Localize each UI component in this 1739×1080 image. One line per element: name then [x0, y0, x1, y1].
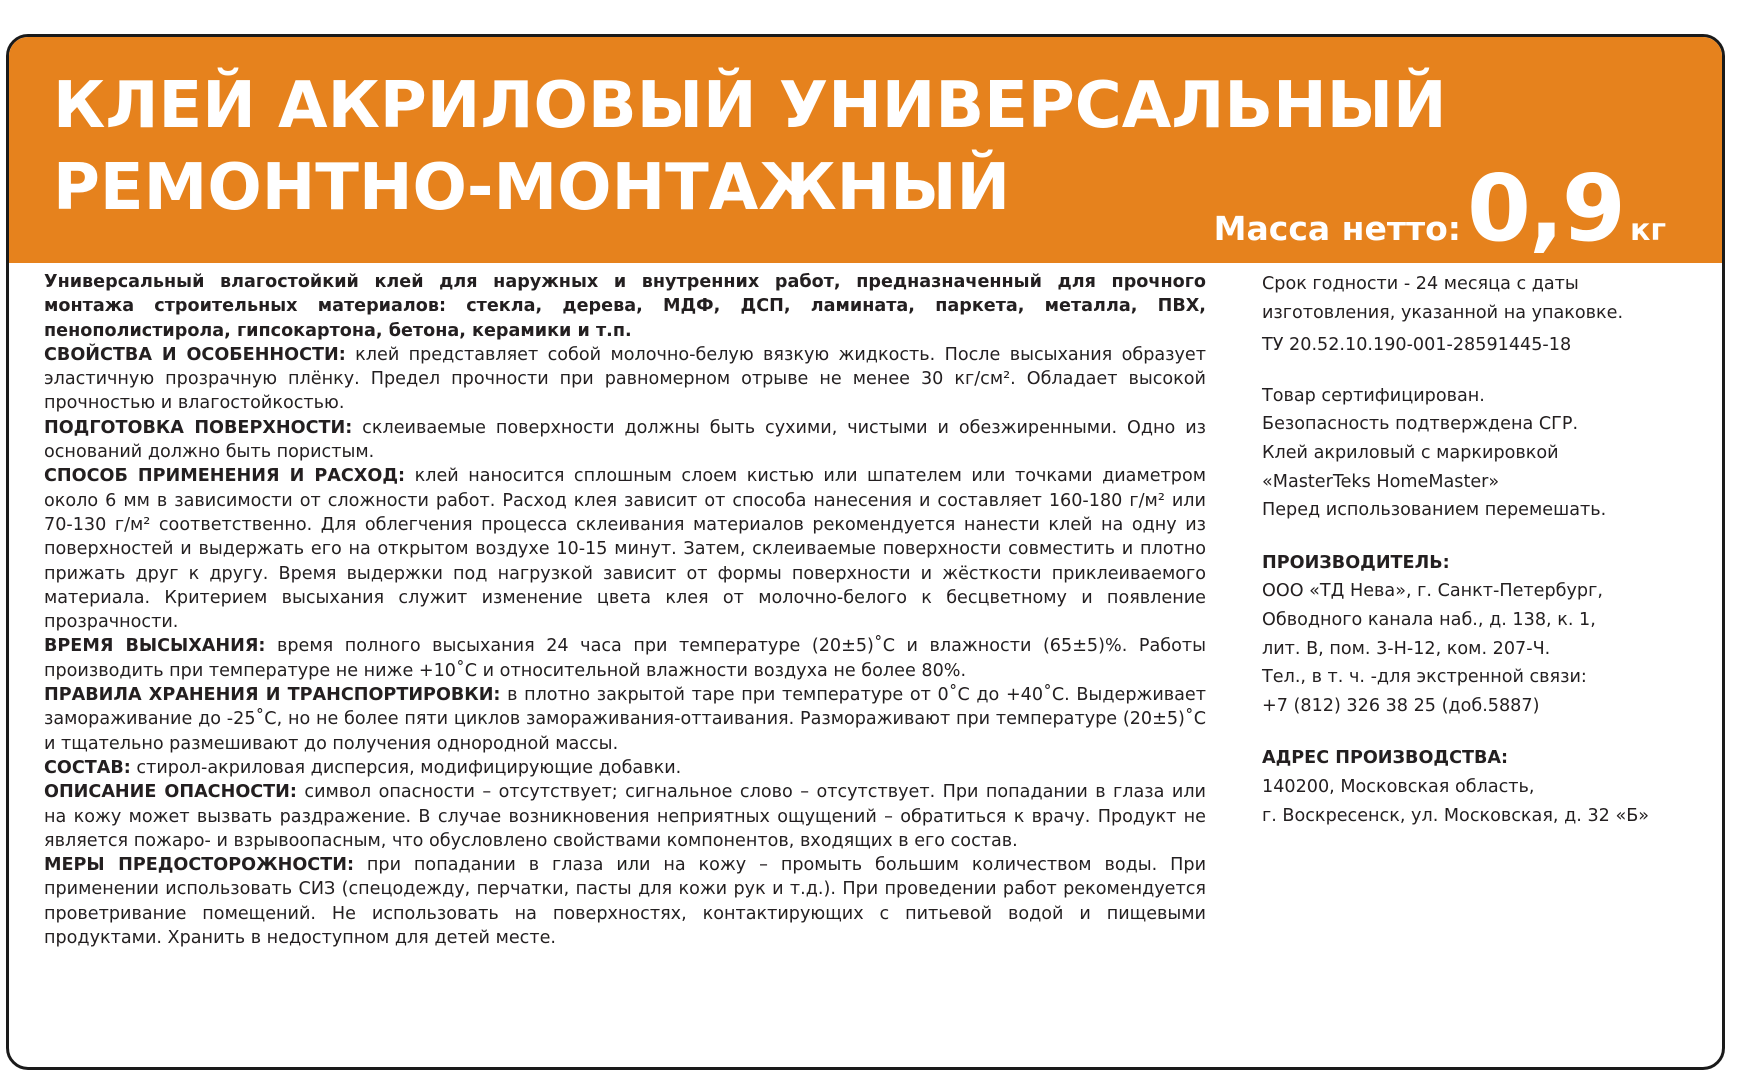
- manufacturer-line: Тел., в т. ч. -для экстренной связи:: [1262, 667, 1587, 688]
- section-heading: ПРАВИЛА ХРАНЕНИЯ И ТРАНСПОРТИРОВКИ:: [44, 685, 501, 706]
- section-storage: [44, 683, 1206, 756]
- info-column: [1262, 270, 1702, 830]
- cert-line: Клей акриловый с маркировкой: [1262, 442, 1559, 463]
- title-line-2: РЕМОНТНО-МОНТАЖНЫЙ: [53, 151, 1011, 225]
- section-composition: [44, 756, 1206, 780]
- section-heading: СВОЙСТВА И ОСОБЕННОСТИ:: [44, 344, 346, 365]
- section-heading: СОСТАВ:: [44, 757, 131, 778]
- net-mass: [1213, 155, 1666, 262]
- section-text: символ опасности – отсутствует; сигнальное слово – отсутствует. При попадании в глаза или на кожу может вызвать раздражение. В случае возникновения неприятных ощущений – обратиться к врачу. Продукт не является пожаро- и взрывоопасным, что обусловлено свойствами компонентов, входящих в его состав.: [44, 782, 1206, 851]
- section-text: клей представляет собой молочно-белую вязкую жидкость. После высыхания образует эластичную прозрачную плёнку. Предел прочности при равномерном отрыве не менее 30 кг/см². Обладает высокой прочностью и влагостойкостью.: [44, 344, 1206, 414]
- section-hazard: [44, 780, 1206, 853]
- section-heading: ВРЕМЯ ВЫСЫХАНИЯ:: [44, 636, 266, 657]
- shelf-life-line: изготовления, указанной на упаковке.: [1262, 302, 1624, 323]
- address-line: г. Воскресенск, ул. Московская, д. 32 «Б»: [1262, 805, 1650, 826]
- mass-value: 0,9: [1466, 155, 1624, 262]
- cert-line: Перед использованием перемешать.: [1262, 500, 1607, 521]
- manufacturer-line: лит. В, пом. 3-Н-12, ком. 207-Ч.: [1262, 638, 1551, 659]
- shelf-life-line: Срок годности - 24 месяца с даты: [1262, 274, 1579, 294]
- section-properties: [44, 343, 1206, 416]
- section-text: при попадании в глаза или на кожу – промыть большим количеством воды. При применении использовать СИЗ (спецодежду, перчатки, пасты для кожи рук и т.д.). При проведении работ рекомендуется проветривание помещений. Не использовать на поверхностях, контактирующих с питьевой водой и пищевыми продуктами. Хранить в недоступном для детей месте.: [44, 855, 1207, 949]
- address-heading: АДРЕС ПРОИЗВОДСТВА:: [1262, 748, 1509, 769]
- manufacturer-line: ООО «ТД Нева», г. Санкт-Петербург,: [1262, 581, 1603, 602]
- manufacturer-line: Обводного канала наб., д. 138, к. 1,: [1262, 609, 1596, 630]
- section-heading: СПОСОБ ПРИМЕНЕНИЯ И РАСХОД:: [44, 466, 406, 487]
- mass-label: Масса нетто:: [1213, 209, 1461, 248]
- manufacturer-heading: ПРОИЗВОДИТЕЛЬ:: [1262, 552, 1450, 573]
- manufacturer-phone: +7 (812) 326 38 25 (доб.5887): [1262, 695, 1540, 716]
- header-banner: [9, 37, 1722, 263]
- section-surface-prep: [44, 416, 1206, 465]
- section-text: склеиваемые поверхности должны быть сухими, чистыми и обезжиренными. Одно из оснований должно быть пористым.: [44, 417, 1206, 463]
- section-text: в плотно закрытой таре при температуре от 0˚С до +40˚С. Выдерживает замораживание до -25˚С, но не более пяти циклов замораживания-оттаивания. Размораживают при температуре (20±5)˚С и тщательно размешивают до получения однородной массы.: [44, 685, 1206, 754]
- section-heading: ОПИСАНИЕ ОПАСНОСТИ:: [44, 782, 297, 803]
- cert-line: «MasterTeks HomeMaster»: [1262, 471, 1500, 492]
- description-column: [44, 270, 1206, 950]
- section-heading: МЕРЫ ПРЕДОСТОРОЖНОСТИ:: [44, 855, 354, 876]
- section-precautions: [44, 853, 1206, 950]
- intro-paragraph: Универсальный влагостойкий клей для наружных и внутренних работ, предназначенный для прочного монтажа строительных материалов: стекла, дерева, МДФ, ДСП, ламината, паркета, металла, ПВХ, пенополистирола, гипсокартона, бетона, керамики и т.п.: [44, 272, 1206, 341]
- section-drying-time: [44, 634, 1206, 683]
- section-heading: ПОДГОТОВКА ПОВЕРХНОСТИ:: [44, 417, 353, 438]
- mass-unit: кг: [1629, 213, 1666, 248]
- section-text: время полного высыхания 24 часа при температуре (20±5)˚С и влажности (65±5)%. Работы производить при температуре не ниже +10˚С и относительной влажности воздуха не более 80%.: [44, 636, 1206, 681]
- tu-code: ТУ 20.52.10.190-001-28591445-18: [1262, 335, 1572, 356]
- title-line-1: КЛЕЙ АКРИЛОВЫЙ УНИВЕРСАЛЬНЫЙ: [53, 69, 1447, 143]
- section-application: [44, 464, 1206, 634]
- cert-line: Безопасность подтверждена СГР.: [1262, 414, 1579, 435]
- section-text: стирол-акриловая дисперсия, модифицирующие добавки.: [130, 757, 682, 778]
- cert-line: Товар сертифицирован.: [1262, 385, 1485, 406]
- address-line: 140200, Московская область,: [1262, 776, 1535, 797]
- section-text: клей наносится сплошным слоем кистью или шпателем или точками диаметром около 6 мм в зависимости от сложности работ. Расход клея зависит от способа нанесения и составляет 160-180 г/м² или 70-130 г/м² соответственно. Для облегчения процесса склеивания материалов рекомендуется нанести клей на одну из поверхностей и выдержать его на открытом воздухе 10-15 минут. Затем, склеиваемые поверхности совместить и плотно прижать друг к другу. Время выдержки под нагрузкой зависит от формы поверхности и жёсткости приклеиваемого материала. Критерием высыхания служит изменение цвета клея от молочно-белого к бесцветному и появление прозрачности.: [44, 466, 1207, 633]
